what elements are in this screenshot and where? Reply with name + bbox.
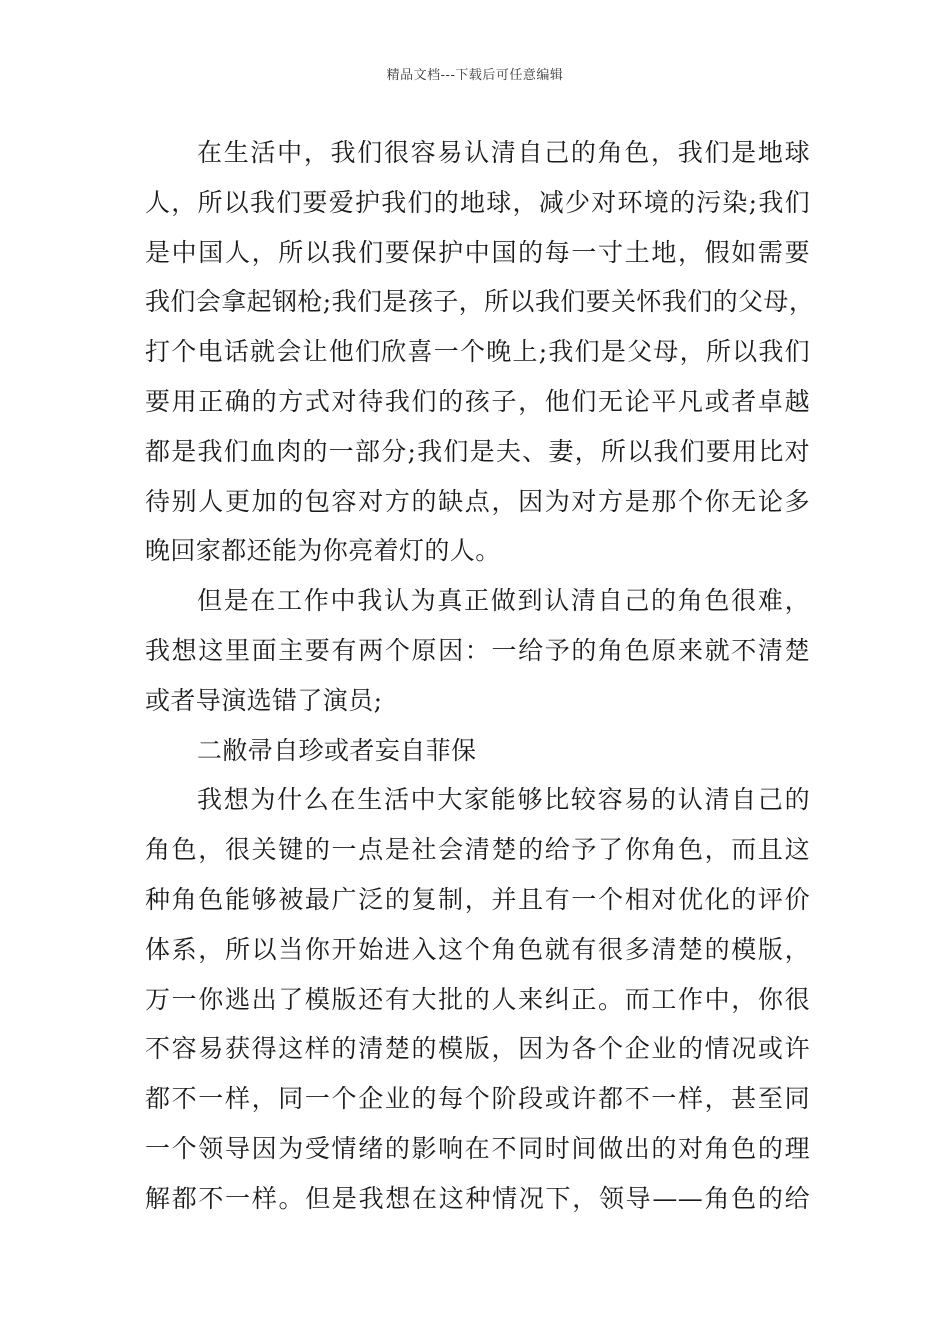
- document-body: [145, 128, 815, 1224]
- text-line: 我想为什么在生活中大家能够比较容易的认清自己的: [197, 785, 810, 815]
- text-line: 都不一样，同一个企业的每个阶段或许都不一样，甚至同: [145, 1084, 810, 1114]
- text-line: 但是在工作中我认为真正做到认清自己的角色很难，: [197, 586, 810, 616]
- text-line: 我想这里面主要有两个原因：一给予的角色原来就不清楚: [145, 635, 810, 665]
- text-line: 种角色能够被最广泛的复制，并且有一个相对优化的评价: [145, 884, 810, 914]
- page-header: 精品文档---下载后可任意编辑: [386, 68, 564, 83]
- text-line: 解都不一样。但是我想在这种情况下，领导——角色的给: [145, 1183, 810, 1213]
- text-line: 待别人更加的包容对方的缺点，因为对方是那个你无论多: [145, 486, 810, 516]
- paragraph-3: [145, 726, 810, 776]
- text-line: 角色，很关键的一点是社会清楚的给予了你角色，而且这: [145, 835, 810, 865]
- text-line: 在生活中，我们很容易认清自己的角色，我们是地球: [197, 138, 810, 167]
- text-line: 不容易获得这样的清楚的模版，因为各个企业的情况或许: [145, 1034, 810, 1064]
- text-line: 是中国人，所以我们要保护中国的每一寸土地，假如需要: [145, 237, 810, 267]
- text-line: 我们会拿起钢枪;我们是孩子，所以我们要关怀我们的父母，: [145, 287, 815, 317]
- paragraph-2: [145, 576, 810, 725]
- text-line: 晚回家都还能为你亮着灯的人。: [145, 536, 501, 566]
- text-line: 要用正确的方式对待我们的孩子，他们无论平凡或者卓越: [145, 386, 810, 416]
- text-line: 一个领导因为受情绪的影响在不同时间做出的对角色的理: [145, 1133, 810, 1163]
- text-line: 体系，所以当你开始进入这个角色就有很多清楚的模版，: [145, 934, 810, 964]
- text-line: 打个电话就会让他们欣喜一个晚上;我们是父母，所以我们: [145, 337, 810, 367]
- text-line: 都是我们血肉的一部分;我们是夫、妻，所以我们要用比对: [145, 436, 810, 466]
- text-line: 万一你逃出了模版还有大批的人来纠正。而工作中，你很: [145, 984, 810, 1014]
- paragraph-1: [145, 128, 815, 576]
- paragraph-4: [145, 775, 810, 1223]
- text-line: 二敝帚自珍或者妄自菲保: [197, 735, 477, 765]
- text-line: 或者导演选错了演员;: [145, 685, 383, 715]
- text-line: 人，所以我们要爱护我们的地球，减少对环境的污染;我们: [145, 187, 810, 217]
